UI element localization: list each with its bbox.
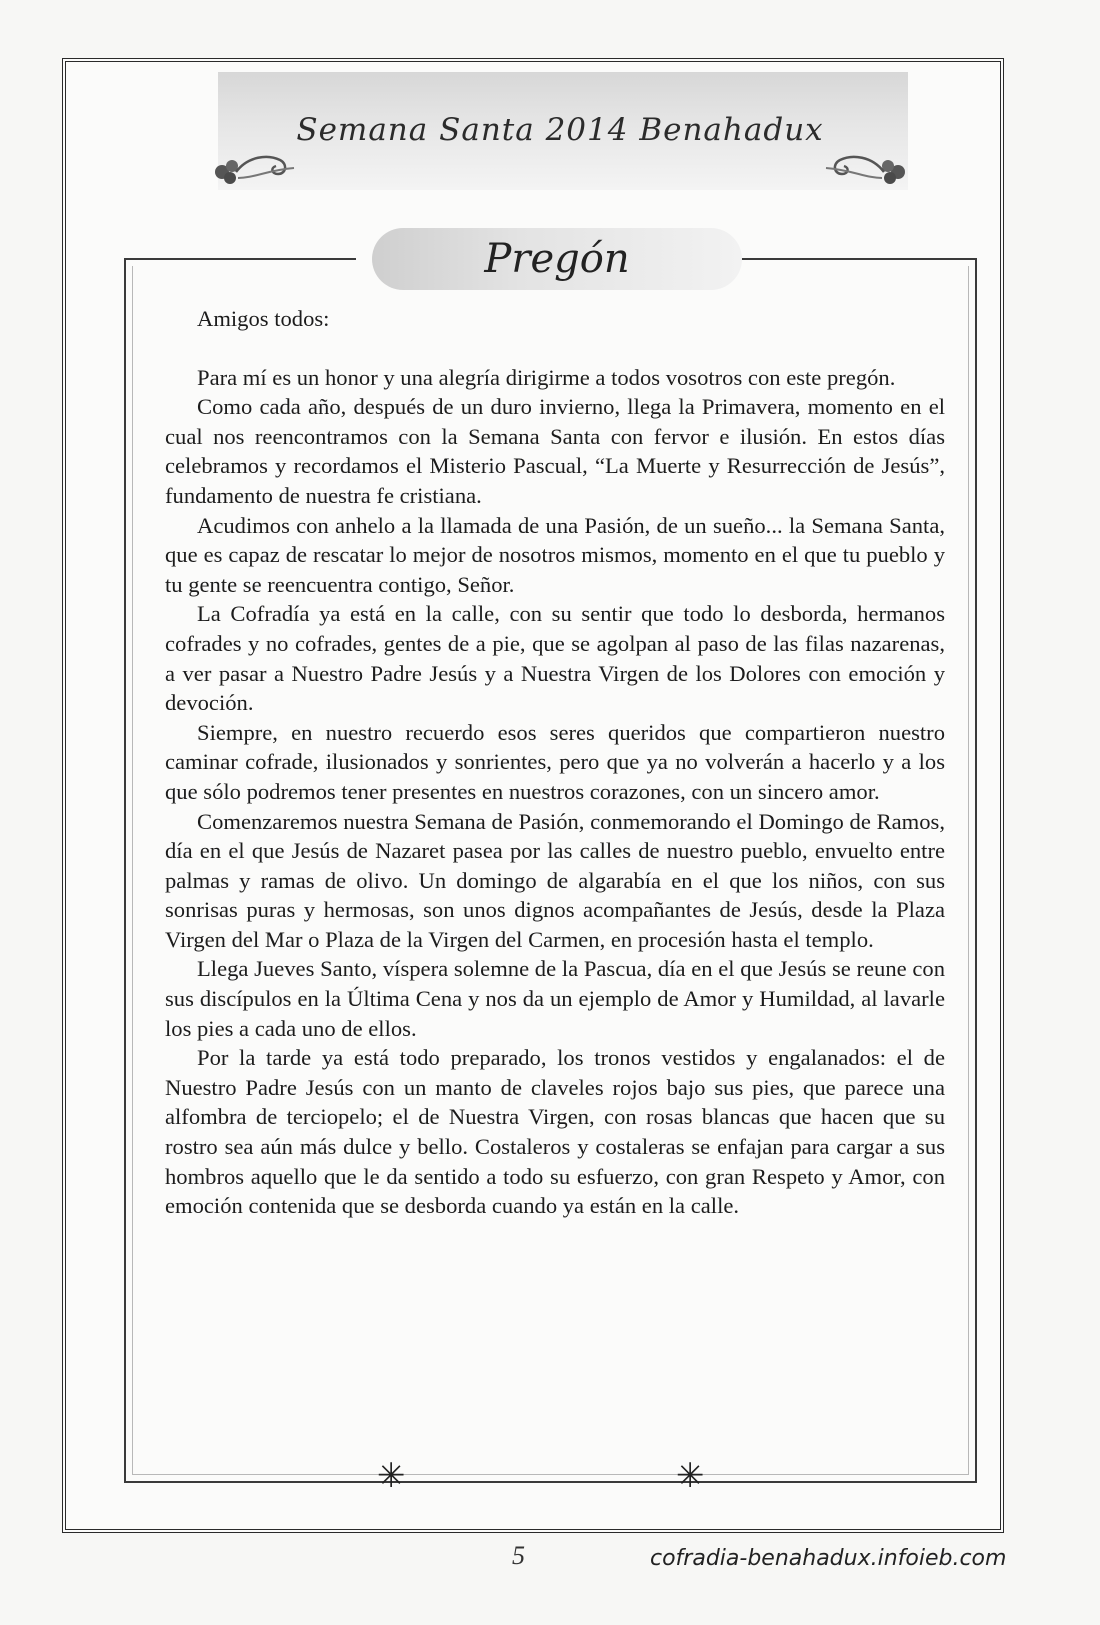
asterisk-divider-icon: ✳ bbox=[676, 1456, 705, 1496]
article-body bbox=[165, 304, 945, 1221]
website-url: cofradia-benahadux.infoieb.com bbox=[650, 1546, 1007, 1571]
paragraph: Siempre, en nuestro recuerdo esos seres queridos que compartieron nuestro caminar cofrade, ilusionados y sonrientes, pero que ya no volverán a hacerlo y a los que sólo podremos tener presentes en nuestros corazones, con un sincero amor. bbox=[165, 719, 945, 804]
paragraph: La Cofradía ya está en la calle, con su sentir que todo lo desborda, hermanos cofrades y no cofrades, gentes de a pie, que se agolpan al paso de las filas nazarenas, a ver pasar a Nuestro Padre Jesús y a Nuestra Virgen de los Dolores con emoción y devoción. bbox=[165, 601, 945, 716]
paragraph: Por la tarde ya está todo preparado, los tronos vestidos y engalanados: el de Nuestro Padre Jesús con un manto de claveles rojos bajo sus pies, que parece una alfombra de terciopelo; el de Nuestra Virgen, con rosas blancas que hacen que su rostro sea aún más dulce y bello. Costaleros y costaleras se enfajan para cargar a sus hombros aquello que le da sentido a todo su esfuerzo, con gran Respeto y Amor, con emoción contenida que se desborda cuando ya están en la calle. bbox=[165, 1045, 945, 1219]
paragraph: Como cada año, después de un duro invierno, llega la Primavera, momento en el cual nos reencontramos con la Semana Santa con fervor e ilusión. En estos días celebramos y recordamos el Misterio Pascual, “La Muerte y Resurrección de Jesús”, fundamento de nuestra fe cristiana. bbox=[165, 394, 945, 508]
page-number: 5 bbox=[512, 1541, 525, 1570]
asterisk-divider-icon: ✳ bbox=[377, 1456, 406, 1496]
paragraph: Llega Jueves Santo, víspera solemne de la Pascua, día en el que Jesús se reune con sus discípulos en la Última Cena y nos da un ejemplo de Amor y Humildad, al lavarle los pies a cada uno de ellos. bbox=[165, 956, 945, 1041]
paragraph: Para mí es un honor y una alegría dirigirme a todos vosotros con este pregón. bbox=[197, 364, 896, 390]
greeting: Amigos todos: bbox=[197, 306, 330, 331]
header-title: Semana Santa 2014 Benahadux bbox=[296, 112, 824, 148]
paragraph: Acudimos con anhelo a la llamada de una Pasión, de un sueño... la Semana Santa, que es capaz de rescatar lo mejor de nosotros mismos, momento en el que tu pueblo y tu gente se reencuentra contigo, Señor. bbox=[165, 512, 945, 597]
section-title: Pregón bbox=[484, 236, 630, 282]
paragraph: Comenzaremos nuestra Semana de Pasión, conmemorando el Domingo de Ramos, día en el que Jesús de Nazaret pasea por las calles de nuestro pueblo, envuelto entre palmas y ramas de olivo. Un domingo de algarabía en el que los niños, con sus sonrisas puras y hermosas, son unos dignos acompañantes de Jesús, desde la Plaza Virgen del Mar o Plaza de la Virgen del Carmen, en procesión hasta el templo. bbox=[165, 808, 945, 952]
